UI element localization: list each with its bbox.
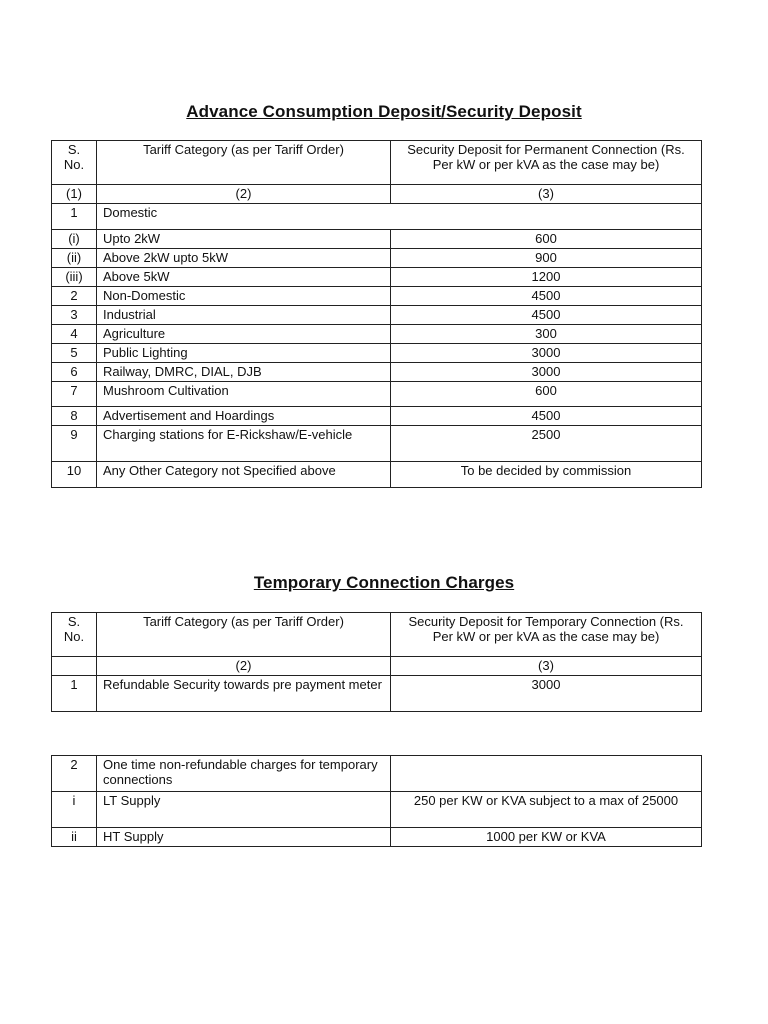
row-sno: 2 [52, 287, 97, 306]
row-category: Industrial [97, 306, 391, 325]
table-header-row [52, 613, 702, 657]
row-category: One time non-refundable charges for temporary connections [97, 756, 391, 792]
row-deposit: To be decided by commission [391, 462, 702, 488]
row-sno: 4 [52, 325, 97, 344]
row-sno: ii [52, 828, 97, 847]
col-number: (2) [97, 185, 391, 204]
table-row [52, 325, 702, 344]
header-sno: S. No. [52, 613, 97, 657]
row-deposit: 1000 per KW or KVA [391, 828, 702, 847]
table-row [52, 462, 702, 488]
header-category: Tariff Category (as per Tariff Order) [97, 613, 391, 657]
row-deposit: 1200 [391, 268, 702, 287]
row-category: Above 2kW upto 5kW [97, 249, 391, 268]
row-category: HT Supply [97, 828, 391, 847]
row-category: LT Supply [97, 792, 391, 828]
column-number-row [52, 657, 702, 676]
table-row [52, 363, 702, 382]
temporary-deposit-table [51, 612, 702, 712]
col-number: (3) [391, 185, 702, 204]
row-sno: 10 [52, 462, 97, 488]
table-row [52, 268, 702, 287]
row-category: Mushroom Cultivation [97, 382, 391, 407]
row-deposit: 900 [391, 249, 702, 268]
table-row [52, 792, 702, 828]
table-row [52, 756, 702, 792]
table-row [52, 287, 702, 306]
row-deposit: 600 [391, 230, 702, 249]
table-row [52, 382, 702, 407]
table-row [52, 407, 702, 426]
table-row [52, 249, 702, 268]
header-deposit: Security Deposit for Permanent Connection (Rs. Per kW or per kVA as the case may be) [391, 141, 702, 185]
row-category: Public Lighting [97, 344, 391, 363]
table-row [52, 344, 702, 363]
row-sno: 2 [52, 756, 97, 792]
column-number-row [52, 185, 702, 204]
non-refundable-charges-table [51, 755, 702, 847]
row-deposit: 3000 [391, 363, 702, 382]
table-header-row [52, 141, 702, 185]
row-category: Charging stations for E-Rickshaw/E-vehicle [97, 426, 391, 462]
row-deposit: 600 [391, 382, 702, 407]
table-row [52, 676, 702, 712]
header-sno: S. No. [52, 141, 97, 185]
temporary-section-title: Temporary Connection Charges [253, 573, 515, 592]
row-category: Refundable Security towards pre payment meter [97, 676, 391, 712]
col-number: (1) [52, 185, 97, 204]
row-category: Any Other Category not Specified above [97, 462, 391, 488]
row-category: Advertisement and Hoardings [97, 407, 391, 426]
row-deposit: 250 per KW or KVA subject to a max of 25000 [391, 792, 702, 828]
row-deposit [391, 756, 702, 792]
header-deposit: Security Deposit for Temporary Connection (Rs. Per kW or per kVA as the case may be) [391, 613, 702, 657]
row-sno: 7 [52, 382, 97, 407]
row-sno: (ii) [52, 249, 97, 268]
row-deposit: 2500 [391, 426, 702, 462]
header-category: Tariff Category (as per Tariff Order) [97, 141, 391, 185]
row-category: Agriculture [97, 325, 391, 344]
col-number [52, 657, 97, 676]
row-sno: i [52, 792, 97, 828]
table-row [52, 230, 702, 249]
row-sno: 9 [52, 426, 97, 462]
row-deposit: 4500 [391, 287, 702, 306]
row-category: Above 5kW [97, 268, 391, 287]
row-sno: 6 [52, 363, 97, 382]
deposit-section-title: Advance Consumption Deposit/Security Deposit [186, 102, 582, 121]
row-category: Railway, DMRC, DIAL, DJB [97, 363, 391, 382]
row-sno: (iii) [52, 268, 97, 287]
row-sno: (i) [52, 230, 97, 249]
row-deposit: 300 [391, 325, 702, 344]
row-deposit: 3000 [391, 344, 702, 363]
row-category: Upto 2kW [97, 230, 391, 249]
col-number: (2) [97, 657, 391, 676]
row-sno: 8 [52, 407, 97, 426]
row-deposit: 3000 [391, 676, 702, 712]
col-number: (3) [391, 657, 702, 676]
row-category: Domestic [97, 204, 702, 230]
row-sno: 5 [52, 344, 97, 363]
row-deposit: 4500 [391, 306, 702, 325]
row-deposit: 4500 [391, 407, 702, 426]
row-sno: 3 [52, 306, 97, 325]
table-row [52, 306, 702, 325]
table-row [52, 426, 702, 462]
row-category: Non-Domestic [97, 287, 391, 306]
row-sno: 1 [52, 676, 97, 712]
row-sno: 1 [52, 204, 97, 230]
security-deposit-table [51, 140, 702, 488]
table-row [52, 828, 702, 847]
table-row [52, 204, 702, 230]
